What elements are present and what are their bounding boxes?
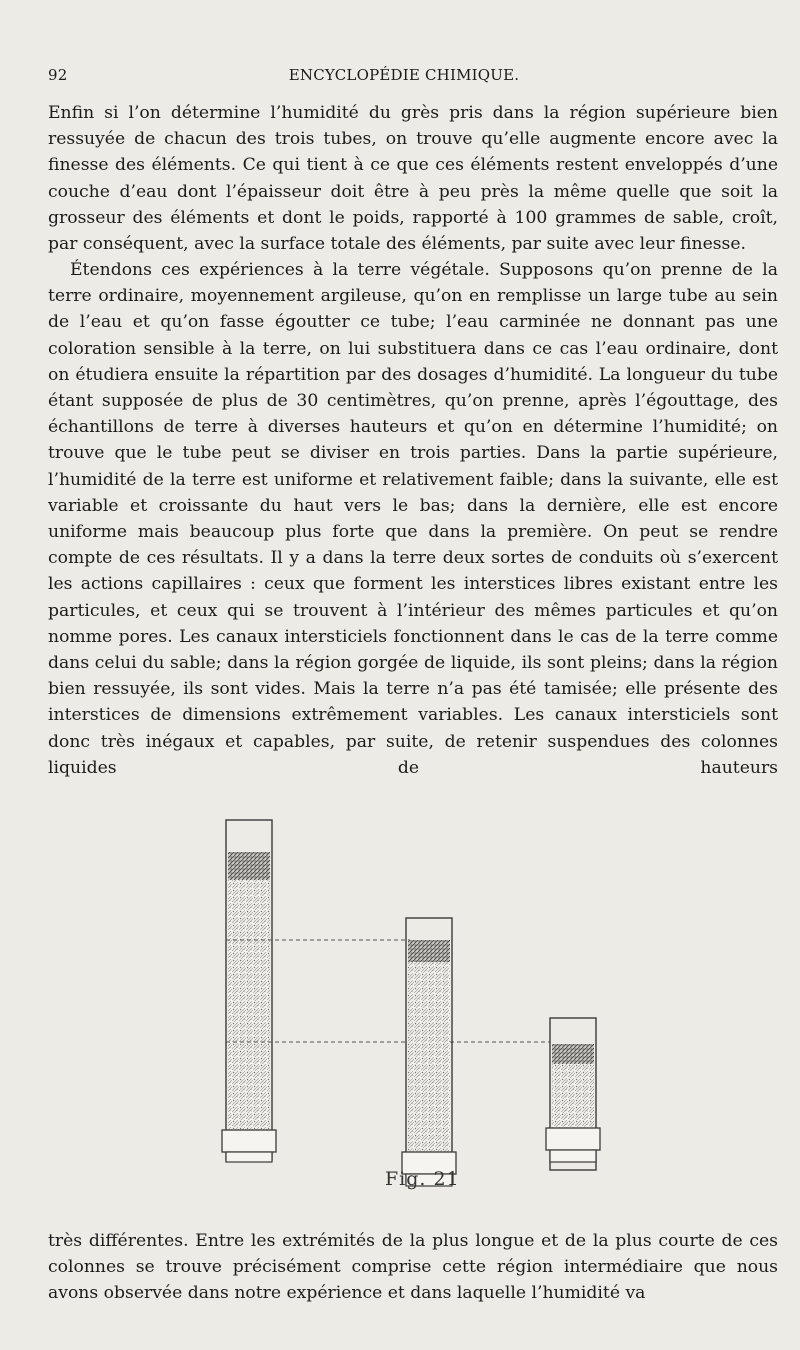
tube-left	[222, 820, 550, 1162]
paragraph-2: Étendons ces expériences à la terre végétale. Supposons qu’on prenne de la terre ordinaire, moyennement argileuse, qu’on en remplisse un large tube au sein de l’eau et qu’on fasse égoutter ce tube; l’eau carminée ne donnant pas une coloration sensible à la terre, on lui substituera dans ce cas l’eau ordinaire, dont on étudiera ensuite la répartition par des dosages d’humidité. La longueur du tube étant supposée de plus de 30 centimètres, qu’on prenne, après l’égouttage, des échantillons de terre à diverses hauteurs et qu’on en détermine l’humidité; on trouve que le tube peut se diviser en trois parties. Dans la partie supérieure, l’humidité de la terre est uniforme et relativement faible; dans la suivante, elle est variable et croissante du haut vers le bas; dans la dernière, elle est encore uniforme mais beaucoup plus forte que dans la première. On peut se rendre compte de ces résultats. Il y a dans la terre deux sortes de conduits où s’exercent les actions capillaires : ceux que forment les interstices libres existant entre les particules, et ceux qui se trouvent à l’intérieur des mêmes particules et qu’on nomme pores. Les canaux intersticiels fonctionnent dans le cas de la terre comme dans celui du sable; dans la région gorgée de liquide, ils sont pleins; dans la région bien ressuyée, ils sont vides. Mais la terre n’a pas été tamisée; elle présente des interstices de dimensions extrêmement variables. Les canaux intersticiels sont donc très inégaux et capables, par suite, de retenir suspendues des colonnes liquides de hauteurs	[48, 260, 778, 778]
running-title: ENCYCLOPÉDIE CHIMIQUE.	[288, 66, 520, 84]
figure-caption: Fig. 21	[385, 1168, 460, 1190]
paragraph-3: très différentes. Entre les extrémités de la plus longue et de la plus courte de ces colonnes se trouve précisément comprise cette région intermédiaire que nous avons observée dans notre expérience et dans laquelle l’humidité va	[48, 1231, 778, 1304]
tube-right	[546, 1018, 600, 1170]
page-number: 92	[48, 66, 68, 84]
paragraph-1: Enfin si l’on détermine l’humidité du grès pris dans la région supérieure bien ressuyée de chacun des trois tubes, on trouve qu’elle augmente encore avec la finesse des éléments. Ce qui tient à ce que ces éléments restent enveloppés d’une couche d’eau dont l’épaisseur doit être à peu près la même quelle que soit la grosseur des éléments et dont le poids, rapporté à 100 grammes de sable, croît, par conséquent, avec la surface totale des éléments, par suite avec leur finesse.	[48, 103, 778, 255]
tube-middle	[402, 918, 456, 1186]
figure-21	[190, 812, 630, 1222]
